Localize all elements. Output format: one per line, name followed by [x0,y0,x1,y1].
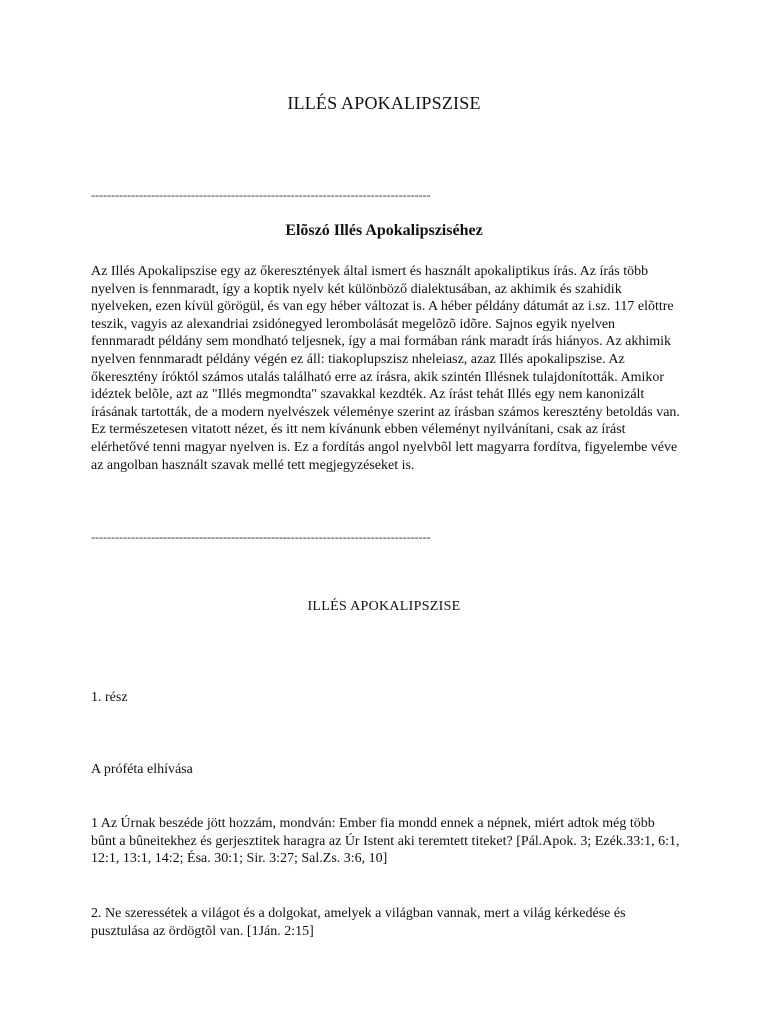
verse-1: 1 Az Úrnak beszéde jött hozzám, mondván: Ember fia mondd ennek a népnek, miért adtok még több bûnt a bûneitekhez és gerjesztitek haragra az Úr Istent aki teremtett titeket? [Pál.Apok. 3; Ezék.33:1, 6:1, 12:1, 13:1, 14:2; Ésa. 30:1; Sir. 3:27; Sal.Zs. 3:6, 10] [91,816,680,867]
separator-line: ------------------------------------------------------------------------------------- [91,188,431,202]
foreword-title: Elõszó Illés Apokalipsziséhez [285,222,483,239]
section-heading: A próféta elhívása [91,762,193,777]
document-title: ILLÉS APOKALIPSZISE [287,93,481,113]
chapter-label: 1. rész [91,690,128,705]
foreword-paragraph: Az Illés Apokalipszise egy az őkeresztények által ismert és használt apokaliptikus írás. Az írás több nyelven is fennmaradt, így a koptik nyelv két különböző dialektusában, az akhimik és szahidik nyelveken, ezen kívül görögül, és van egy héber változat is. A héber példány dátumát az i.sz. 117 elõttre teszik, vagyis az alexandriai zsidónegyed lerombolását megelõzõ idõre. Sajnos egyik nyelven fennmaradt példány sem mondható teljesnek, így a mai formában ránk maradt írás hiányos. Az akhimik nyelven fennmaradt példány végén ez áll: tiakoplupszisz nheleiasz, azaz Illés apokalipszise. Az őkeresztény íróktól számos utalás található erre az írásra, akik szintén Illésnek tulajdonították. Amikor idéztek belõle, azt az "Illés megmondta" szavakkal kezdték. Az írást tehát Illés egy nem kanonizált írásának tartották, de a modern nyelvészek véleménye szerint az írásban számos keresztény betoldás van. Ez természetesen vitatott nézet, és itt nem kívánunk ebben véleményt nyilvánítani, csak az írást elérhetővé tenni magyar nyelven is. Ez a fordítás angol nyelvbõl lett magyarra fordítva, figyelembe véve az angolban használt szavak mellé tett megjegyzéseket is. [91,264,680,473]
section-title: ILLÉS APOKALIPSZISE [307,599,461,614]
separator-line: ------------------------------------------------------------------------------------- [91,530,431,544]
verse-2: 2. Ne szeressétek a világot és a dolgokat, amelyek a világban vannak, mert a világ kérkedése és pusztulása az ördögtõl van. [1Ján. 2:15] [91,906,626,939]
